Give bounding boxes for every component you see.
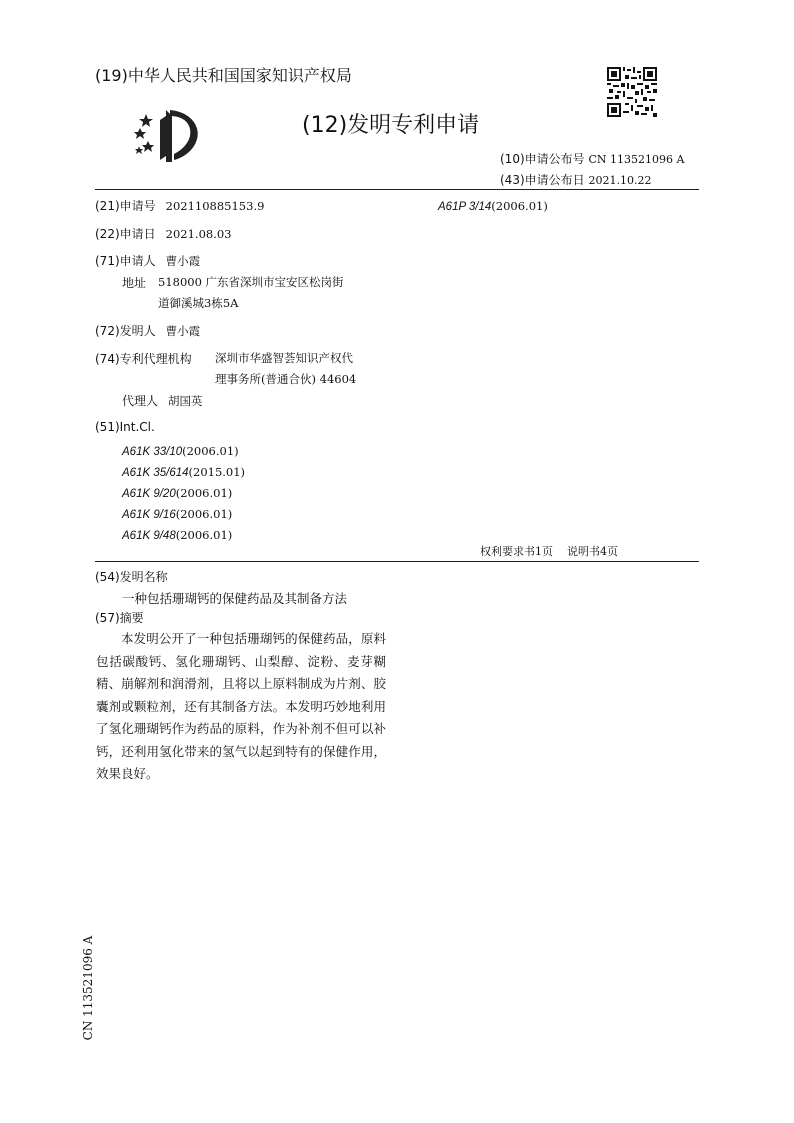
page-count: 权利要求书1页 说明书4页 (480, 545, 618, 558)
inventor-name: 曹小霞 (165, 324, 201, 338)
ipc-code: A61K 35/614 (122, 467, 189, 479)
qr-code-icon (607, 67, 657, 117)
agent-row (122, 392, 203, 410)
agency-label: (74)专利代理机构 (95, 352, 192, 366)
ipc-code: A61K 9/20 (122, 488, 176, 500)
ipc-main-row (438, 197, 548, 215)
application-date-row (95, 225, 232, 243)
biblio-divider (95, 561, 699, 562)
application-number-row (95, 197, 264, 215)
agent-label: 代理人 (122, 394, 159, 408)
invention-title: 一种包括珊瑚钙的保健药品及其制备方法 (122, 591, 348, 606)
applicant-label: (71)申请人 (95, 254, 156, 268)
agency-line-2: 理事务所(普通合伙) 44604 (215, 372, 357, 386)
application-number-label: (21)申请号 (95, 199, 156, 213)
application-date: 2021.08.03 (165, 227, 232, 241)
ipc-row (122, 505, 232, 523)
application-date-label: (22)申请日 (95, 227, 156, 241)
header-divider (95, 189, 699, 190)
title-label: (54)发明名称 (95, 570, 168, 584)
address-line-1: 518000 广东省深圳市宝安区松岗街 (158, 275, 344, 289)
abstract-text: 本发明公开了一种包括珊瑚钙的保健药品，原料包括碳酸钙、氢化珊瑚钙、山梨醇、淀粉、麦芽糊精、崩解剂和润滑剂，且将以上原料制成为片剂、胶囊剂或颗粒剂，还有其制备方法。本发明巧妙地利用了氢化珊瑚钙作为药品的原料，作为补剂不但可以补钙，还利用氢化带来的氢气以起到特有的保健作用，效果良好。 (96, 631, 386, 781)
abstract-label: (57)摘要 (95, 611, 144, 625)
ipc-code: A61K 9/48 (122, 530, 176, 542)
address-label: 地址 (122, 276, 147, 290)
publication-date-row (500, 171, 651, 188)
ipc-row (122, 526, 232, 544)
inventor-row (95, 322, 200, 340)
ipc-code: A61K 33/10 (122, 446, 183, 458)
ipc-date: (2006.01) (175, 486, 233, 500)
address-line-2: 道御溪城3栋5A (158, 296, 239, 310)
application-number: 202110885153.9 (165, 199, 265, 213)
ipc-main-date: (2006.01) (491, 199, 548, 213)
int-cl-label: (51)Int.Cl. (95, 420, 155, 434)
side-publication-number: CN 113521096 A (81, 935, 95, 1041)
agent-name: 胡国英 (168, 394, 203, 408)
publication-number-label: (10)申请公布号 (500, 152, 585, 166)
ipc-date: (2015.01) (188, 465, 246, 479)
ipc-code: A61K 9/16 (122, 509, 176, 521)
ipc-row (122, 442, 239, 460)
ipc-row (122, 463, 245, 481)
ipc-date: (2006.01) (175, 507, 233, 521)
publication-number: CN 113521096 A (588, 153, 685, 166)
document-type: (12)发明专利申请 (302, 113, 480, 138)
ipc-date: (2006.01) (175, 528, 233, 542)
ipc-date: (2006.01) (182, 444, 239, 458)
applicant-row (95, 252, 200, 270)
cnipa-logo-icon (130, 106, 208, 166)
applicant-name: 曹小霞 (165, 254, 201, 268)
ipc-row (122, 484, 232, 502)
publication-date: 2021.10.22 (588, 174, 652, 187)
publication-number-row (500, 150, 684, 167)
agency-line-1: 深圳市华盛智荟知识产权代 (215, 351, 353, 365)
publication-date-label: (43)申请公布日 (500, 173, 585, 187)
inventor-label: (72)发明人 (95, 324, 156, 338)
ipc-main-code: A61P 3/14 (438, 201, 492, 213)
office-name: (19)中华人民共和国国家知识产权局 (95, 66, 352, 85)
